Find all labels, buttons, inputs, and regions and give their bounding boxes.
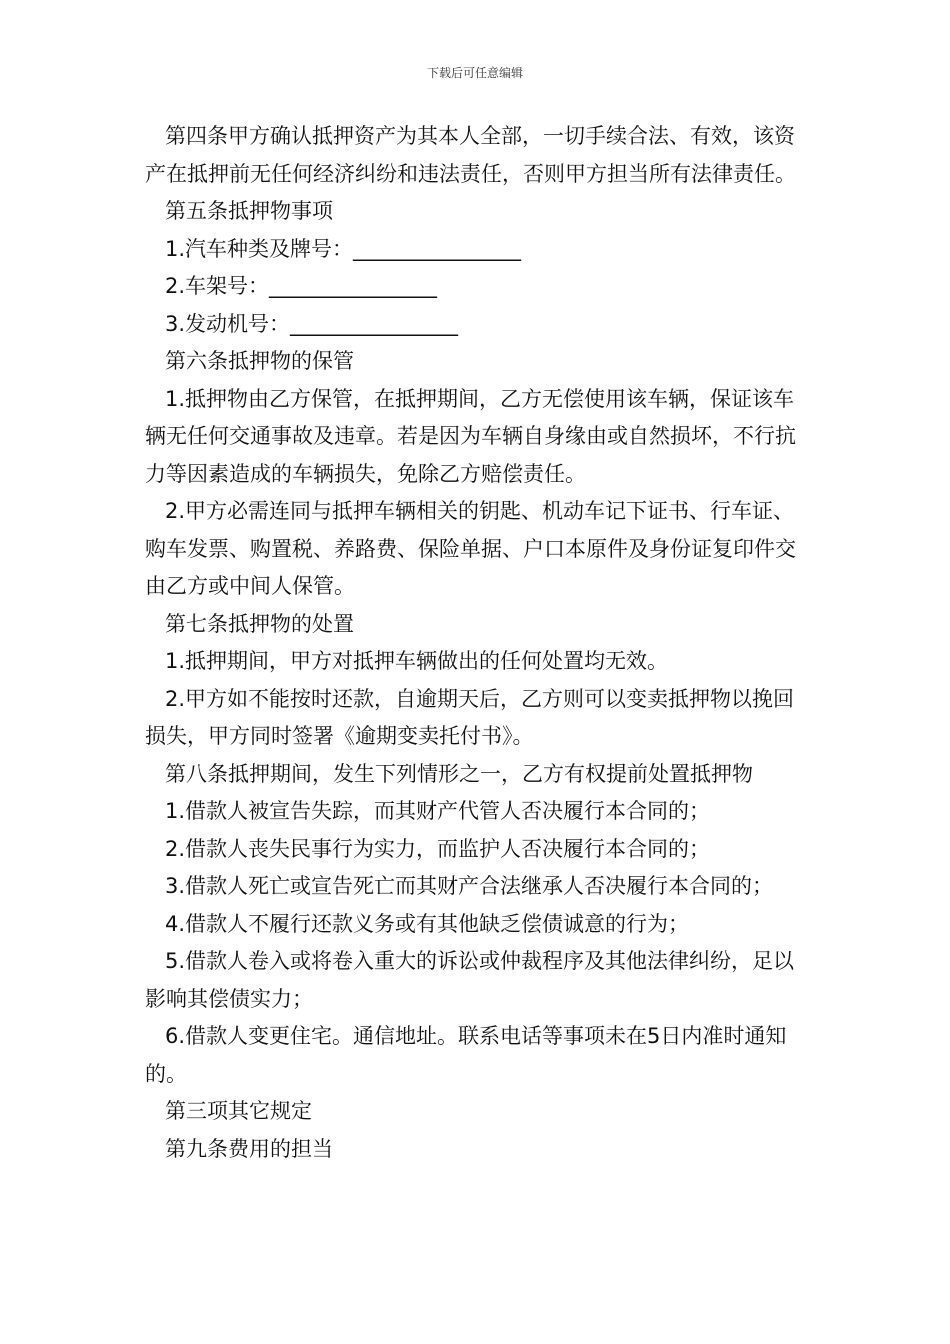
paragraph-article-8-item-1: 1.借款人被宣告失踪，而其财产代管人否决履行本合同的； (165, 799, 711, 823)
paragraph-article-8-item-2: 2.借款人丧失民事行为实力，而监护人否决履行本合同的； (165, 836, 711, 861)
paragraph-article-7-item-1: 1.抵押期间，甲方对抵押车辆做出的任何处置均无效。 (165, 649, 669, 673)
field-engine-number: 3.发动机号：________________ (165, 311, 459, 336)
heading-article-8: 第八条抵押期间，发生下列情形之一，乙方有权提前处置抵押物 (165, 761, 753, 786)
paragraph-article-6-item-2: 2.甲方必需连同与抵押车辆相关的钥匙、机动车记下证书、行车证、购车发票、购置税、养路费、保险单据、户口本原件及身份证复印件交由乙方或中间人保管。 (145, 499, 796, 598)
paragraph-article-8-item-6: 6.借款人变更住宅。通信地址。联系电话等事项未在5日内准时通知的。 (145, 1024, 787, 1086)
page-header: 下载后可任意编辑 (426, 66, 523, 80)
field-vehicle-type-plate: 1.汽车种类及牌号：________________ (165, 236, 522, 261)
field-frame-number: 2.车架号：________________ (165, 274, 438, 298)
heading-article-5: 第五条抵押物事项 (165, 199, 333, 223)
paragraph-article-4: 第四条甲方确认抵押资产为其本人全部，一切手续合法、有效，该资产在抵押前无任何经济纠纷和违法责任，否则甲方担当所有法律责任。 (145, 124, 796, 186)
heading-article-7: 第七条抵押物的处置 (165, 611, 354, 636)
paragraph-article-8-item-3: 3.借款人死亡或宣告死亡而其财产合法继承人否决履行本合同的； (165, 874, 774, 898)
heading-section-3: 第三项其它规定 (165, 1099, 312, 1123)
heading-article-9: 第九条费用的担当 (165, 1136, 333, 1161)
heading-article-6: 第六条抵押物的保管 (165, 349, 354, 373)
paragraph-article-8-item-4: 4.借款人不履行还款义务或有其他缺乏偿债诚意的行为； (165, 911, 690, 936)
paragraph-article-6-item-1: 1.抵押物由乙方保管，在抵押期间，乙方无偿使用该车辆，保证该车辆无任何交通事故及违章。若是因为车辆自身缘由或自然损坏，不行抗力等因素造成的车辆损失，免除乙方赔偿责任。 (145, 386, 796, 486)
paragraph-article-8-item-5: 5.借款人卷入或将卷入重大的诉讼或仲裁程序及其他法律纠纷，足以影响其偿债实力； (145, 949, 795, 1011)
document-body (145, 118, 815, 1168)
paragraph-article-7-item-2: 2.甲方如不能按时还款，自逾期天后，乙方则可以变卖抵押物以挽回损失，甲方同时签署《逾期变卖托付书》。 (145, 686, 795, 748)
